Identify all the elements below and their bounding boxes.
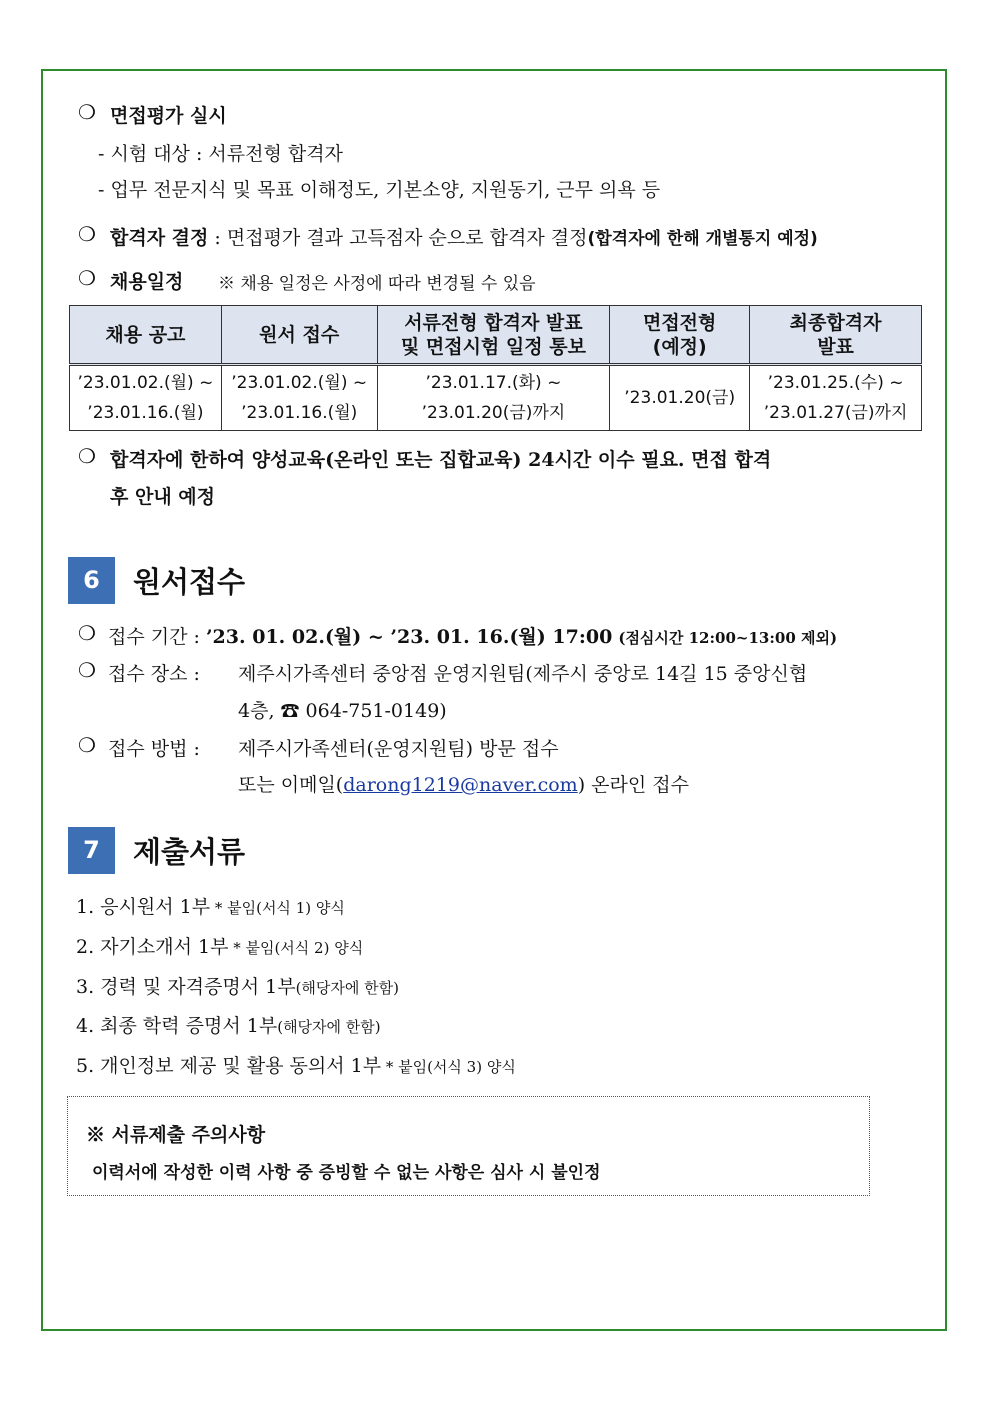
method-post: ) 온라인 접수 <box>577 774 689 796</box>
bullet-icon: ❍ <box>78 621 96 645</box>
header-cell: 최종합격자 발표 <box>750 306 922 365</box>
table-header-row <box>70 306 922 365</box>
schedule-table <box>69 305 922 431</box>
bullet-icon: ❍ <box>78 733 96 757</box>
notice-body: 이력서에 작성한 이력 사항 중 증빙할 수 없는 사항은 심사 시 불인정 <box>92 1163 601 1183</box>
method-label: 접수 방법 : <box>108 738 200 760</box>
decision-label: 합격자 결정 <box>110 227 209 249</box>
method-pre: 또는 이메일( <box>238 774 344 796</box>
interview-item: - 업무 전문지식 및 목표 이해정도, 기본소양, 지원동기, 근무 의욕 등 <box>98 179 661 201</box>
decision-sep: : <box>208 227 227 249</box>
table-cell: ’23.01.20(금) <box>610 365 750 431</box>
schedule-label: 채용일정 <box>110 271 184 293</box>
interview-item: - 시험 대상 : 서류전형 합격자 <box>98 143 343 165</box>
table-cell: ’23.01.17.(화) ~ ’23.01.20(금)까지 <box>377 365 610 431</box>
training-line: 합격자에 한하여 양성교육(온라인 또는 집합교육) 24시간 이수 필요. 면접 합격 <box>110 449 772 471</box>
bullet-icon: ❍ <box>78 444 96 468</box>
schedule-note: ※ 채용 일정은 사정에 따라 변경될 수 있음 <box>218 274 536 294</box>
decision-tail: (합격자에 한해 개별통지 예정) <box>587 229 818 249</box>
period-line <box>108 622 837 649</box>
list-item: 4. 최종 학력 증명서 1부(해당자에 한함) <box>76 1015 381 1037</box>
bullet-icon: ❍ <box>78 100 96 124</box>
section-title: 제출서류 <box>133 835 246 869</box>
list-item: 2. 자기소개서 1부 * 붙임(서식 2) 양식 <box>76 936 364 958</box>
place-label: 접수 장소 : <box>108 663 200 685</box>
method-line <box>238 770 689 797</box>
period-value: ’23. 01. 02.(월) ~ ’23. 01. 16.(월) 17:00 <box>205 626 613 648</box>
list-item: 1. 응시원서 1부 * 붙임(서식 1) 양식 <box>76 896 345 918</box>
table-cell: ’23.01.02.(월) ~ ’23.01.16.(월) <box>221 365 377 431</box>
period-note: (점심시간 12:00~13:00 제외) <box>618 629 838 647</box>
bullet-icon: ❍ <box>78 658 96 682</box>
table-row <box>70 365 922 431</box>
list-item: 3. 경력 및 자격증명서 1부(해당자에 한함) <box>76 976 399 998</box>
header-cell: 면접전형 (예정) <box>610 306 750 365</box>
list-item: 5. 개인정보 제공 및 활용 동의서 1부 * 붙임(서식 3) 양식 <box>76 1055 516 1077</box>
bullet-icon: ❍ <box>78 222 96 246</box>
email-link[interactable]: darong1219@naver.com <box>343 774 578 796</box>
header-cell: 원서 접수 <box>221 306 377 365</box>
period-label: 접수 기간 : <box>108 626 206 648</box>
table-cell: ’23.01.02.(월) ~ ’23.01.16.(월) <box>70 365 222 431</box>
decision-line <box>110 223 818 250</box>
notice-title: ※ 서류제출 주의사항 <box>86 1124 266 1146</box>
section-number-badge: 7 <box>68 827 115 874</box>
place-line: 4층, ☎ 064-751-0149) <box>238 700 447 722</box>
decision-text: 면접평가 결과 고득점자 순으로 합격자 결정 <box>226 227 588 249</box>
section-title: 원서접수 <box>133 565 246 599</box>
interview-heading: 면접평가 실시 <box>110 105 227 127</box>
method-line: 제주시가족센터(운영지원팀) 방문 접수 <box>238 738 559 760</box>
header-cell: 채용 공고 <box>70 306 222 365</box>
place-line: 제주시가족센터 중앙점 운영지원팀(제주시 중앙로 14길 15 중앙신협 <box>238 663 808 685</box>
header-cell: 서류전형 합격자 발표 및 면접시험 일정 통보 <box>377 306 610 365</box>
table-cell: ’23.01.25.(수) ~ ’23.01.27(금)까지 <box>750 365 922 431</box>
training-line: 후 안내 예정 <box>110 486 215 508</box>
section-number-badge: 6 <box>68 557 115 604</box>
bullet-icon: ❍ <box>78 266 96 290</box>
